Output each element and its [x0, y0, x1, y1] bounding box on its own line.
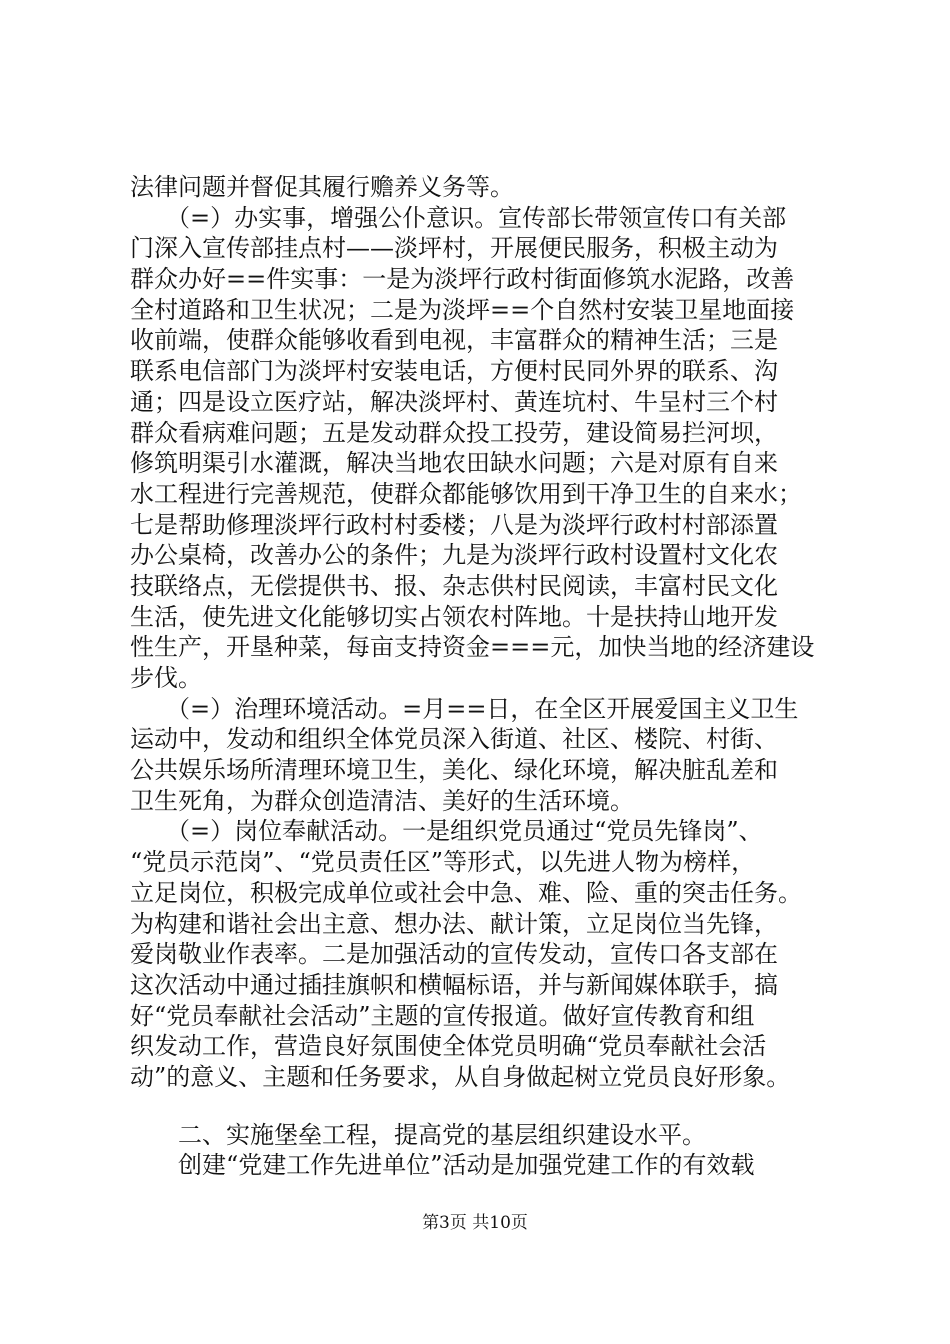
text-line: 全村道路和卫生状况；二是为淡坪==个自然村安装卫星地面接 [130, 295, 795, 324]
section-spacer [130, 1093, 830, 1120]
text-line: 性生产，开垦种菜，每亩支持资金===元，加快当地的经济建设 [130, 633, 815, 662]
text-line: 法律问题并督促其履行赡养义务等。 [130, 173, 514, 201]
paragraph-environment [130, 694, 830, 817]
text-line: 群众办好==件实事：一是为淡坪行政村街面修筑水泥路，改善 [130, 265, 795, 294]
page-footer [0, 1208, 950, 1233]
text-line: （=）办实事，增强公仆意识。宣传部长带领宣传口有关部 [130, 203, 787, 232]
text-line: “党员示范岗”、“党员责任区”等形式，以先进人物为榜样， [130, 848, 756, 877]
paragraph-continuation [130, 172, 830, 203]
text-line: 织发动工作，营造良好氛围使全体党员明确“党员奉献社会活 [130, 1032, 767, 1061]
page-number: 第3页 共10页 [422, 1213, 528, 1233]
text-line: 爱岗敬业作表率。二是加强活动的宣传发动，宣传口各支部在 [130, 940, 778, 969]
text-line: 这次活动中通过插挂旗帜和横幅标语，并与新闻媒体联手，搞 [130, 970, 778, 999]
paragraph-post-dedication [130, 816, 830, 1092]
text-line: （=）治理环境活动。=月==日，在全区开展爱国主义卫生 [130, 694, 799, 723]
text-line: 步伐。 [130, 664, 202, 692]
text-line: 收前端，使群众能够收看到电视，丰富群众的精神生活；三是 [130, 326, 778, 355]
text-line: 为构建和谐社会出主意、想办法、献计策，立足岗位当先锋， [130, 909, 778, 938]
text-line: 修筑明渠引水灌溉，解决当地农田缺水问题；六是对原有自来 [130, 449, 778, 478]
text-line: 公共娱乐场所清理环境卫生，美化、绿化环境，解决脏乱差和 [130, 756, 778, 785]
section-heading: 二、实施堡垒工程，提高党的基层组织建设水平。 [130, 1120, 706, 1149]
paragraph-do-practical-things [130, 203, 830, 694]
text-line: 生活，使先进文化能够切实占领农村阵地。十是扶持山地开发 [130, 602, 778, 631]
text-line: 水工程进行完善规范，使群众都能够饮用到干净卫生的自来水； [130, 479, 802, 508]
text-line: 创建“党建工作先进单位”活动是加强党建工作的有效载 [130, 1151, 755, 1180]
text-line: 技联络点，无偿提供书、报、杂志供村民阅读，丰富村民文化 [130, 571, 778, 600]
text-line: 立足岗位，积极完成单位或社会中急、难、险、重的突击任务。 [130, 878, 802, 907]
text-line: 运动中，发动和组织全体党员深入街道、社区、楼院、村街、 [130, 725, 778, 754]
section-two [130, 1120, 830, 1181]
text-line: 办公桌椅，改善办公的条件；九是为淡坪行政村设置村文化农 [130, 541, 778, 570]
text-line: 动”的意义、主题和任务要求，从自身做起树立党员良好形象。 [130, 1062, 791, 1091]
text-line: 好“党员奉献社会活动”主题的宣传报道。做好宣传教育和组 [130, 1001, 755, 1030]
text-line: 联系电信部门为淡坪村安装电话，方便村民同外界的联系、沟 [130, 357, 778, 386]
text-line: 群众看病难问题；五是发动群众投工投劳，建设简易拦河坝， [130, 418, 778, 447]
text-line: 门深入宣传部挂点村——淡坪村，开展便民服务，积极主动为 [130, 234, 778, 263]
text-line: 七是帮助修理淡坪行政村村委楼；八是为淡坪行政村村部添置 [130, 510, 778, 539]
text-line: （=）岗位奉献活动。一是组织党员通过“党员先锋岗”、 [130, 817, 763, 846]
text-line: 卫生死角，为群众创造清洁、美好的生活环境。 [130, 786, 634, 815]
text-line: 通；四是设立医疗站，解决淡坪村、黄连坑村、牛呈村三个村 [130, 387, 778, 416]
document-body [130, 172, 830, 1181]
